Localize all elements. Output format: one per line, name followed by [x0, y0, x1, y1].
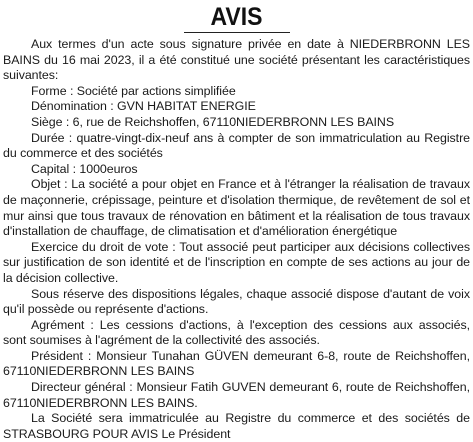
title-underline	[184, 32, 290, 33]
paragraph-form: Forme : Société par actions simplifiée	[31, 83, 236, 98]
paragraph-president: Président : Monsieur Tunahan GÜVEN demeurant 6-8, route de Reichshoffen, 67110NIEDERBRONN LES BAINS	[3, 348, 470, 379]
notice-title: AVIS	[210, 3, 263, 31]
paragraph-voting-right: Exercice du droit de vote : Tout associé peut participer aux décisions collectives sur justification de son identité et de l'inscription en compte de ses actions au jour de la décision collective.	[3, 239, 470, 285]
paragraph-duration: Durée : quatre-vingt-dix-neuf ans à compter de son immatriculation au Registre du commerce et des sociétés	[3, 130, 470, 161]
paragraph-capital: Capital : 1000euros	[31, 161, 138, 176]
paragraph-purpose: Objet : La société a pour objet en France et à l'étranger la réalisation de travaux de maçonnerie, crépissage, peinture et d'isolation thermique, de revêtement de sol et mur ainsi que tous travaux de rénovation en bâtiment et la réalisation de tous travaux d'installation de chauffage, de climatisation et d'amélioration énergétique	[3, 177, 470, 239]
notice-body	[3, 37, 470, 442]
paragraph-votes: Sous réserve des dispositions légales, chaque associé dispose d'autant de voix qu'il possède ou représente d'actions.	[3, 286, 470, 317]
paragraph-approval: Agrément : Les cessions d'actions, à l'exception des cessions aux associés, sont soumises à l'agrément de la collectivité des associés.	[3, 317, 470, 348]
paragraph-preamble: Aux termes d'un acte sous signature privée en date à NIEDERBRONN LES BAINS du 16 mai 2023, il a été constitué une société présentant les caractéristiques suivantes:	[3, 37, 470, 83]
paragraph-registration: La Société sera immatriculée au Registre du commerce et des sociétés de STRASBOURG POUR AVIS Le Président	[3, 411, 470, 441]
paragraph-seat: Siège : 6, rue de Reichshoffen, 67110NIEDERBRONN LES BAINS	[31, 114, 395, 129]
paragraph-name: Dénomination : GVN HABITAT ENERGIE	[31, 99, 256, 114]
paragraph-general-director: Directeur général : Monsieur Fatih GUVEN demeurant 6, route de Reichshoffen, 67110NIEDERBRONN LES BAINS.	[3, 380, 470, 410]
